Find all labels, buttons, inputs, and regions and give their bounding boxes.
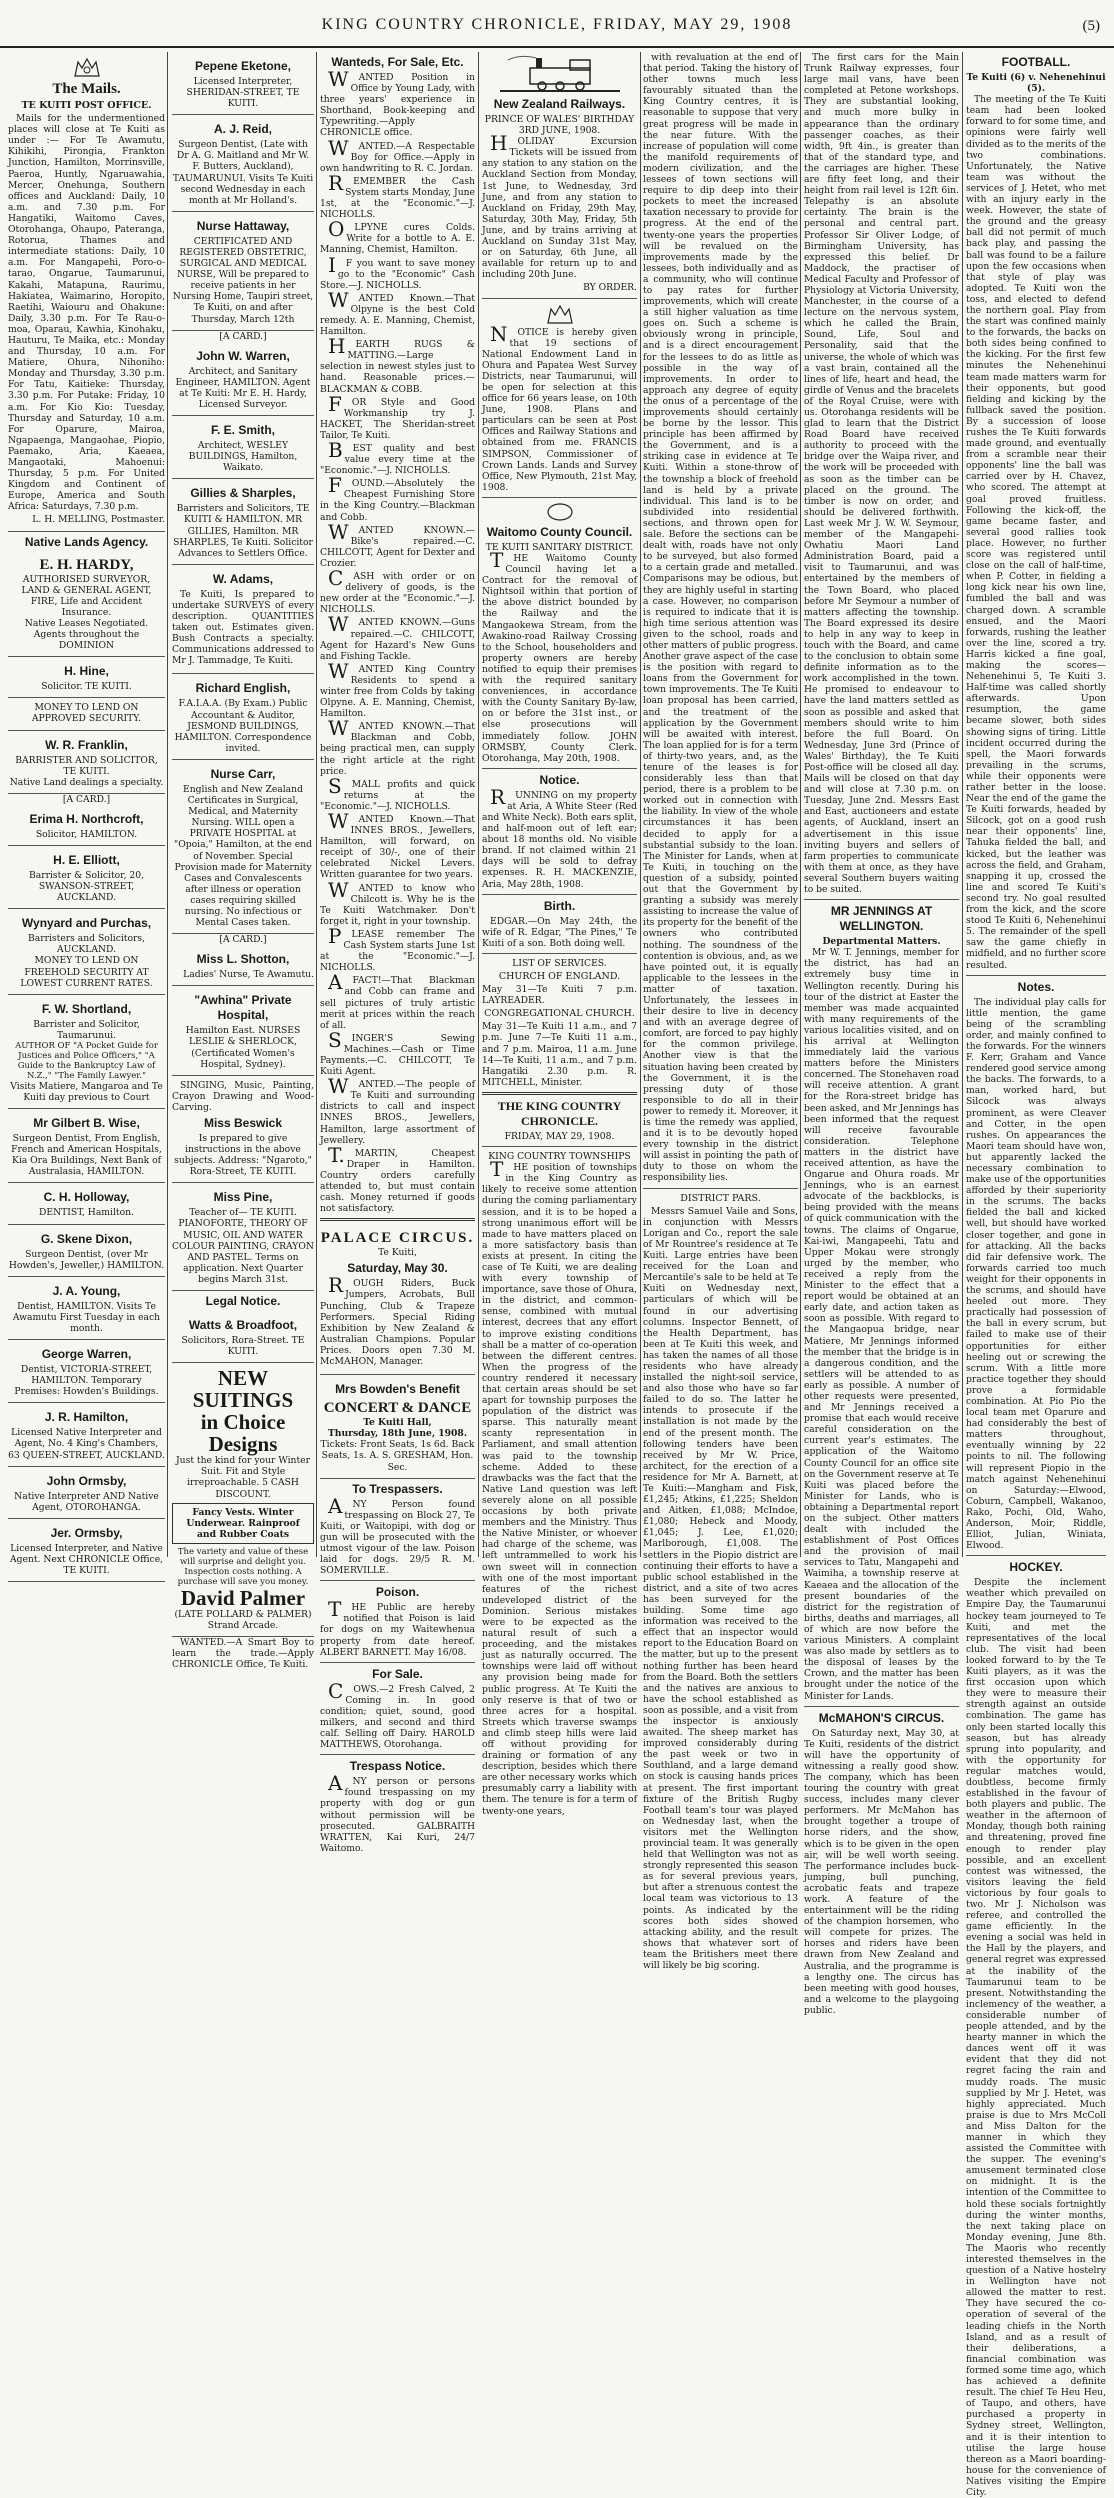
paper-date: FRIDAY, MAY 29, 1908. [504, 1130, 615, 1142]
wanteds-heading: Wanteds, For Sale, Etc. [331, 55, 464, 69]
beswick-ad [172, 1076, 314, 1184]
advertiser-name: Mr Gilbert B. Wise, [33, 1116, 140, 1131]
jwarren-ad [172, 342, 314, 416]
jennings-subtitle: Departmental Matters. [822, 936, 941, 948]
concert-subtitle: CONCERT & DANCE [323, 1400, 472, 1417]
concert-title: Mrs Bowden's Benefit [335, 1382, 460, 1397]
watts-ad [172, 1311, 314, 1363]
column-rule [962, 52, 963, 1557]
county-crest-icon [545, 502, 575, 522]
circus-body: ROUGH Riders, Buck Jumpers, Acrobats, Bull Punching, Club & Trapeze Performers. Special Riding Exhibition by New Zealand & Australian Champions. Popular Prices. Doors open 7.30 M. McMAHON, Manager. [320, 1273, 475, 1368]
birth-body: EDGAR.—On May 24th, the wife of R. Edgar, "The Pines," Te Kuiti of a son. Both doing well. [482, 915, 637, 949]
classified-item: WANTED.—A Respectable Boy for Office.—Apply in own handwriting to R. C. Jordan. [320, 135, 475, 174]
classified-item: WANTED KNOWN.—That Blackman and Cobb, being practical men, can supply the right article at the right price. [320, 716, 475, 777]
masthead-title: KING COUNTRY CHRONICLE, FRIDAY, MAY 29, 1908 [321, 16, 793, 33]
advertiser-desc: Native Interpreter AND Native Agent, OTOROHANGA. [14, 1490, 159, 1513]
advertiser-desc: Surgeon Dentist, (over Mr Howden's, Jeweller,) HAMILTON. [8, 1248, 165, 1271]
circus-ad [320, 1225, 475, 1375]
carr-ad [172, 760, 314, 934]
jennings-title: MR JENNINGS AT WELLINGTON. [830, 904, 933, 934]
advertiser-desc: MONEY TO LEND ON FREEHOLD SECURITY AT LOWEST CURRENT RATES. [20, 955, 153, 989]
classified-item: WANTED King Country Residents to spend a winter free from Colds by taking Olpyne. A. E. Manning, Chemist, Hamilton. [320, 658, 475, 720]
advertiser-name: A. J. Reid, [213, 122, 272, 137]
notes-title: Notes. [1017, 979, 1055, 994]
classified-item: WANTED.—The people of Te Kuiti and surrounding districts to call and inspect INNES BROS., Jewellers, Hamilton, large assortment of Jewellery. [320, 1074, 475, 1146]
birth-title: Birth. [543, 898, 576, 913]
jer-ormsby-ad [8, 1519, 165, 1582]
adams-ad [172, 565, 314, 675]
advertiser-desc: Teacher of— TE KUITI. PIANOFORTE, THEORY OF MUSIC, OIL AND WATER COLOUR PAINTING, CRAYON AND PASTEL. Terms on application. Next Quarter begins March 31st. [172, 1207, 314, 1285]
advertiser-desc: Solicitor, HAMILTON. [35, 828, 138, 840]
young-ad [8, 1277, 165, 1340]
native-lands-heading: Native Lands Agency. [24, 534, 149, 549]
advertiser-name: John Ormsby, [46, 1473, 127, 1488]
palmer-ad [172, 1363, 314, 1637]
wise-ad [8, 1109, 165, 1183]
classified-item: WANTED Known.—That INNES BROS., Jewellers, Hamilton, will forward, on receipt of 30/-, one of their celebrated Nickel Levers. Written guarantee for two years. [320, 809, 475, 881]
column-rule [167, 52, 168, 1557]
advertiser-name: Nurse Hattaway, [196, 218, 290, 233]
football-body: The meeting of the Te Kuiti team had been looked forward to for some time, and opinions were fairly well divided as to the merits of the two combinations. Unfortunately, the Native team was without the services of J. Hetet, who met with an injury early in the week. However, the state of the ground and the greasy ball did not permit of much back play, and passing the ball was found to be a failure upon the few occasions when that style of play was adopted. Te Kuiti won the toss, and elected to defend the northern goal. Play from the start was confined mainly to the forwards, the backs on both sides being confined to the kicking. For the first few minutes the Nehenehinui team made matters warm for their opponents, but good fielding and kicking by the fullback saved the position. By a succession of loose rushes the Te Kuiti forwards made ground, and eventually from a scramble near their opponents' line the ball was carried over by H. Chavez, who scored. The attempt at goal proved fruitless. Following the kick-off, the game became faster, and several good rallies took place. However, no further score was registered until close on the call of half-time, when P. Cotter, in fielding a long kick near his own line, fumbled the ball and was charged down. A scramble ensued, and the Maori forwards, rushing the leather over the line, scored a try. Harris kicked a fine goal, making the scores—Nehenehinui 5, Te Kuiti 3. Half-time was called shortly afterwards. Upon resumption, the game became slower, both sides showing signs of tiring. Little incident occurred during the spell, the Maori forwards prevailing in the scrums, while their opponents were rather better in the loose. Near the end of the game the Te Kuiti forwards, headed by Silcock, got on a good rush near their opponents' line, Tahuka fielded the ball, and kicked, but the leather was across the field, and Graham, snapping it up, crossed the line and scored Te Kuiti's second try. No goal resulted from the kick, and the score stood Te Kuiti 6, Nehenehinui 5. The remainder of the spell saw the game chiefly in midfield, and no further score resulted. [966, 94, 1106, 971]
advertiser-desc: F.A.I.A.A. (By Exam.) Public Accountant & Auditor, JESMOND BUILDINGS, HAMILTON. Correspondence invited. [174, 698, 312, 754]
advertiser-desc: Surgeon Dentist, (Late with Dr A. G. Maitland and Mr W. F. Butters, Auckland), TAUMARUNUI. Visits Te Kuiti second Wednesday in each month at Mr Holland's. [172, 139, 314, 206]
advertiser-desc: Barristers and Solicitors, TE KUITI & HAMILTON. MR GILLIES, Hamilton. MR SHARPLES, Te Kuiti. Solicitor Advances to Settlers Office. [173, 503, 313, 559]
classified-item: WANTED Position in Office by Young Lady, with three years' experience in Shorthand, Book-keeping and Typewriting.—Apply CHRONICLE office. [320, 67, 475, 139]
advertiser-desc: Native Land dealings a specialty. [9, 776, 164, 788]
smith-ad [172, 416, 314, 479]
concert-hall: Te Kuiti Hall, [363, 1417, 432, 1429]
advertiser-name: Miss Pine, [213, 1190, 273, 1205]
advertiser-desc: Is prepared to give instructions in the above subjects. Address: "Ngaroto," Rora-Street, TE KUITI. [174, 1133, 312, 1178]
classified-item: AFACT!—That Blackman and Cobb can frame and sell pictures of truly artistic merit at prices within the reach of all. [320, 970, 475, 1031]
advertiser-desc: Ladies' Nurse, Te Awamutu. [183, 969, 314, 981]
column-6 [804, 52, 959, 2016]
advertiser-name: E. H. HARDY, [39, 556, 134, 573]
advertiser-name: C. H. Holloway, [43, 1190, 130, 1205]
advertiser-desc: Licensed Interpreter, and Native Agent. Next CHRONICLE Office, TE KUITI. [9, 1542, 164, 1576]
football-title: FOOTBALL. [1001, 55, 1071, 69]
royal-crest-icon [545, 303, 575, 325]
palmer-name: David Palmer [180, 1585, 306, 1610]
advertiser-desc: English and New Zealand Certificates in Surgical, Medical, and Maternity Nursing. WILL open a PRIVATE HOSPITAL at "Opoia," Hamilton, at the end of November. Special Provision made for Maternity Cases and Convalescents after illness or operation cases requiring skilled nursing. No infectious or Mental Cases taken. [173, 783, 312, 929]
advertiser-name: J. R. Hamilton, [44, 1410, 129, 1425]
advertiser-name: W. R. Franklin, [45, 737, 128, 752]
services-title: LIST OF SERVICES. [512, 957, 607, 969]
advertiser-name: George Warren, [41, 1347, 132, 1362]
awhina-ad [172, 986, 314, 1075]
smart-boy-ad: WANTED.—A Smart Boy to learn the trade.—Apply CHRONICLE Office, Te Kuiti. [172, 1637, 314, 1671]
gillies-ad [172, 479, 314, 564]
classifieds-list [320, 67, 475, 1215]
franklin-ad [8, 731, 165, 794]
service-entry: May 31—Te Kuiti 7 p.m. LAYREADER. [482, 984, 637, 1007]
english-ad [172, 674, 314, 759]
suitings-desc: Just the kind for your Winter Suit. Fit and Style irreproachable. 5 CASH DISCOUNT. [176, 1455, 310, 1500]
elliott-ad [8, 846, 165, 909]
sale-body: COWS.—2 Fresh Calved, 2 Coming in. In good condition; quiet, sound, good milkers, and second and third calf. Selling off Dairy. HAROLD MATTHEWS, Otorohanga. [320, 1678, 475, 1751]
advertiser-desc: Dentist, HAMILTON. Visits Te Awamutu First Tuesday in each month. [12, 1300, 161, 1334]
jennings-body: Mr W. T. Jennings, member for the district, has had an extremely busy time in Wellington recently. During his tour of the district at Easter the member was made acquainted with many requirements of the various localities visited, and on his arrival at Wellington immediately laid the various matters before the Ministers concerned. The Stonehaven road will receive attention. A grant for the Rora-street bridge has been asked, and Mr Jennings has been informed that the request will receive favourable consideration. Telephone matters in the district have received attention, as have the Ongarue and Ohura roads. Mr Jennings, who is an earnest advocate of the backblocks, is being provided with the means of quick communication with the towns. The claims of Ongarue, Kai-iwi, Mangapeehi, Tatu and Upper Mokau were strongly urged by the member, who received a reply from the Minister to the effect that a report would be obtained at an early date, and action taken as soon as possible. With regard to the Mangaopua bridge, near Matiere, Mr Jennings informed the member that the bridge is in a dangerous condition, and the settlers will be attended to as early as possible. A number of other requests were presented, and Mr Jennings received a promise that each would receive careful consideration on the current year's estimates. The application of the Waitomo County Council for an office site on the Government reserve at Te Kuiti was placed before the Minister for Lands, who is obtaining a Departmental report on the subject. Other matters dealt with included the establishment of Post Offices and the provision of mail services to Tatu, Mangapehi and Waimiha, a township reserve at Kaeaea and the allocation of the present boundaries of the district for the registration of births, deaths and marriages, all of which are now before the various Ministers. A complaint was also made by settlers as to the disposal of leases by the Crown, and the matter has been brought under the notice of the Minister for Lands. [804, 947, 959, 1702]
advertiser-desc: Dentist, VICTORIA-STREET, HAMILTON. Temporary Premises: Howden's Buildings. [14, 1364, 159, 1398]
classified-item: SMALL profits and quick returns at the "Economic."—J. NICHOLLS. [320, 773, 475, 812]
post-office-heading: TE KUITI POST OFFICE. [21, 100, 152, 111]
hine-ad [8, 657, 165, 698]
advertiser-desc: Solicitors, Rora-Street. TE KUITI. [181, 1335, 305, 1358]
hockey-title: HOCKEY. [1009, 1560, 1063, 1575]
classified-item: IF you want to save money go to the "Economic" Cash Store.—J. NICHOLLS. [320, 252, 475, 291]
church-congregational: CONGREGATIONAL CHURCH. [484, 1008, 635, 1020]
church-england: CHURCH OF ENGLAND. [498, 971, 621, 982]
advertiser-name: F. W. Shortland, [41, 1001, 132, 1016]
advertiser-name: W. Adams, [212, 571, 274, 586]
pine-ad [172, 1183, 314, 1291]
ormsby-ad [8, 1467, 165, 1519]
editorial-continued: with revaluation at the end of that period. Taking the history of other towns much less favourably situated than the King Country centres, it is reasonable to suppose that very great progress will be made in the near future. With the increase of population will come the manifold requirements of modern civilization, and the lessees of town sections will require to dip deep into their pockets to meet the increased taxation necessary to provide for progress. At the end of the twenty-one years the properties will be revalued on the improvements made by the lessees, both individually and as a community, who will continue to pay rates for further improvements, which will create a still higher valuation as time goes on. Such a scheme is obviously wrong in principle, and is a direct encouragement for the lessees to do as little as possible in the way of improvements. In order to approach any degree of equity the onus of a percentage of the improvements should certainly be borne by the lessor. This principle has been affirmed by the Government, and is a striking case in evidence at Te Kuiti. Within a stone-throw of the township a block of freehold land is held by a private individual. This land is to be subdivided into residential sections, and thrown open for sale. Before the sections can be dealt with, roads have not only to be surveyed, but also formed to a certain grade and metalled. Comparisons may be odious, but they are highly useful in starting a case. However, no comparison is required to indicate that it is high time serious attention was given to the school, roads and other matters of public progress. Another grave aspect of the case is the position with regard to loans from the Government for town improvements. The Te Kuiti loan proposal has been carried, and the treatment of the application by the Government will be awaited with interest. The loan applied for is for a term of thirty-two years, and, as the tenure of the leases is for considerably less than that period, there is a problem to be worked out in connection with the liability. In view of the whole circumstances it has been decided to apply for a substantial subsidy to the loan. The Minister for Lands, when at Te Kuiti, in touching on the question of a subsidy, pointed out that the Government by granting a subsidy was merely assisting to increase the value of its property for the benefit of the owners who contributed nothing. The soundness of the contention is obvious, and, as we have pointed out, it is equally applicable to the lessees in the matter of taxation. Unfortunately, the lessees in their desire to live in decency and with an average degree of comfort, are forced to pay highly for the common privilege. Another view is that the situation having been created by the Government, it is the pressing duty of those responsible to do all in their power to remedy it. Moreover, it is time the remedy was applied, and it is to be devoutly hoped every township in the district will assist in pointing the path of duty to those on whom the responsibility lies. [643, 52, 798, 1184]
column-1 [8, 52, 165, 1576]
reid-ad [172, 115, 314, 212]
advertiser-desc: Native Leases Negotiated. Agents throughout the DOMINION [24, 617, 149, 652]
advertiser-name: "Awhina" Private Hospital, [194, 993, 292, 1023]
mails-body: Mails for the undermentioned places will close at Te Kuiti as under :— For Te Awamutu, Kihikihi, Pirongia, Frankton Junction, Hamilton, Morrinsville, Paeroa, Huntly, Ngaruawahia, Mercer, Onehunga, Southern offices and Auckland: Daily, 10 a.m. and 7.30 p.m. For Hangatiki, Waitomo Caves, Otorohanga, Ohaupo, Pateranga, Rotorua, Thames and intermediate stations: Daily, 10 a.m. For Mangapehi, Poro-o-tarao, Ongarue, Taumarunui, Kakahi, Matapuna, Raurimu, Hakiatea, Waimarino, Horopito, Raetihi, Waiouru and Ohakune: Daily, 3.30 p.m. For Te Rau-o-moa, Oparau, Kawhia, Kinohaku, Hauturu, Te Maika, etc.: Monday and Thursday, 10 a.m. For Matiere, Ohura, Nihoniho: Monday and Thursday, 3.30 p.m. For Tatu, Kaitieke: Thursday, 3.30 p.m. For Putake: Friday, 10 a.m. For Kio Kio: Tuesday, Thursday and Saturday, 10 a.m. For Oparure, Mairoa, Ngapaenga, Mangaohae, Piopio, Paemako, Aria, Kaeaea, Mangaotaki, Mahoenui: Thursday, 5 p.m. For United Kingdom and Continent of Europe, America and South Africa: Saturdays, 7.30 p.m. [8, 113, 165, 513]
advertiser-name: Wynyard and Purchas, [21, 916, 152, 931]
singing-line: SINGING, Music, Painting, Crayon Drawing and Wood-Carving. [172, 1079, 314, 1113]
classified-item: FOUND.—Absolutely the Cheapest Furnishing Store in the King Country.—Blackman and Cobb. [320, 473, 475, 523]
classified-item: CASH with order or on delivery of goods, is the new order at the "Economic."—J. NICHOLLS. [320, 566, 475, 616]
classified-item: REMEMBER the Cash System starts Monday, June 1st, at the "Economic."—J. NICHOLLS. [320, 170, 475, 221]
concert-body: Tickets: Front Seats, 1s 6d. Back Seats, 1s. A. S. GRESHAM, Hon. Sec. [320, 1439, 475, 1473]
classified-item: WANTED KNOWN.—Guns repaired.—C. CHILCOTT, Agent for Hazard's New Guns and Fishing Tackle. [320, 612, 475, 662]
classified-item: HEARTH RUGS & MATTING.—Large selection in newest styles just to hand. Reasonable prices.—BLACKMAN & COBB. [320, 334, 475, 395]
column-rule [478, 52, 479, 1557]
railways-body: HOLIDAY Excursion Tickets will be issued from any station to any station on the Auckland Section from Monday, 1st June, to Wednesday, 3rd June, and from any station to Auckland on Friday, 29th May, Saturday, 30th May, Friday, 5th June, and by trains arriving at Auckland on Sunday 31st May, or on Saturday, 6th June, all available for return up to and including 20th June. [482, 131, 637, 281]
advertiser-name: H. Hine, [64, 664, 109, 679]
money-lend-ad: MONEY TO LEND ON APPROVED SECURITY. [8, 698, 165, 730]
pars-body: Messrs Samuel Vaile and Sons, in conjunction with Messrs Lorigan and Co., report the sale of Mr Rountree's residence at Te Kuiti. Large entries have been received for the Loan and Mercantile's sale to be held at Te Kuiti on Wednesday next, particulars of which will be found in our advertising columns. Inspector Bennett, of the Health Department, has been at Te Kuiti this week, and has taken the names of all those residents who have already installed the night-soil service, and also those who have so far failed to do so. The latter he intends to prosecute if the installation is not made by the end of the present month. The following tenders have been received by Mr W. Price, architect, for the erection of a residence for Mr A. Barnett, at Te Kuiti:—Mangham and Fisk, £1,245; Atkins, £1,225; Sheldon and Aitken, £1,088; McIndoe, £1,080; Hebeck and Moody, £1,045; J. Lee, £1,020; Marlborough, £1,008. The settlers in the Piopio district are continuing their efforts to have a public school established in the district, and a site of two acres has been surveyed for the building. Some time ago information was received to the effect that an inspector would report to the Education Board on the matter, but up to the present nothing further has been heard from the Board. Both the settlers and the natives are anxious to have the school established as soon as possible, and a visit from the inspector is anxiously awaited. The sheep market has improved considerably during the past week or two in Southland, and a large demand on stock is causing hands prices at present. The first important fixture of the British Rugby Football team's tour was played on Wednesday last, when the visitors met the Wellington provincial team. It was generally held that Wellington was not as strongly represented this season as for several previous years, but after a strenuous contest the local team was victorious to 13 points. As indicated by the scores both sides showed attacking ability, and the result shows that whatever sort of team the Britishers meet there will likely be big scoring. [643, 1205, 798, 1972]
townships-title: KING COUNTRY TOWNSHIPS [488, 1151, 631, 1163]
shotton-ad [172, 945, 314, 986]
circus-place: Te Kuiti, [378, 1247, 417, 1259]
notice-body: RUNNING on my property at Aria, A White Steer (Red and White Neck). Both ears split, and half-moon out of left ear; about 18 months old. No visible brand. If not claimed within 21 days will be sold to defray expenses. R. H. MACKENZIE, Aria, May 28th, 1908. [482, 784, 637, 890]
townships-body: THE position of townships in the King Country as likely to receive some attention during the coming parliamentary session, and it is to be hoped a strong unanimous effort will be made to have matters placed on a more satisfactory basis than exists at present. In citing the case of Te Kuiti, we are dealing with every township of importance, save those of Ohura, in the district, and common-sense, combined with mutual interest, decrees that any effort to improve existing conditions shall be a matter of co-operation between the different centres. When the progress of the country rendered it necessary that certain areas should be set apart for township purposes the population of the district was sparse. This naturally meant scanty representation in Parliament, and small attention was paid to the township scheme. Added to these drawbacks was the fact that the Native Land question was left severely alone on all possible occasions by both private members and the Ministry. Thus the Native Minister, or whoever had charge of the scheme, was left untrammelled to work his own sweet will in connection with one of the most important features of the richest undeveloped district of the Dominion. Serious mistakes were to be expected as the natural result of such a proceeding, and the mistakes just as naturally occurred. The townships were laid off without any provision being made for public progress. At Te Kuiti the only reserve is that of two or three acres for a hospital. Streets which traverse swamps and climb steep hills were laid off without providing for draining or formation of any description, besides which there are other necessary works which presumably carry a liability with them. The tenure is for a term of twenty-one years, [482, 1157, 637, 1817]
advertiser-name: Nurse Carr, [210, 766, 276, 781]
mails-title: The Mails. [52, 81, 121, 97]
column-5 [643, 52, 798, 1972]
hockey-body: Despite the inclement weather which prevailed on Empire Day, the Taumarunui hockey team journeyed to Te Kuiti, and met the representatives of the local club. The visit had been looked forward to by the Te Kuiti players, as it was the first occasion upon which they were to measure their strength against an outside combination. The game has only been started locally this season, but has already sprung into popularity, and with the opportunity for regular matches would, doubtless, become firmly established in the favour of both players and public. The weather in the afternoon of Monday, though both raining and threatening, proved fine enough to render play possible, and an excellent contest was witnessed, the visitors leaving the field victorious by four goals to two. Mr J. Nicholson was referee, and controlled the game efficiently. In the evening a social was held in the Hall by the players, and general regret was expressed at the inability of the Taumarunui team to be present. Notwithstanding the inclemency of the weather, a considerable number of people attended, and by the hearty manner in which the dances went off it was evident that they did not regret facing the rain and muddy roads. The music supplied by Mr J. Hetet, was highly appreciated. Much praise is due to Mrs McColl and Miss Dalton for the manner in which they assisted the Committee with the supper. The evening's amusement terminated close on midnight. It is the intention of the Committee to hold these socials fortnightly during the winter months, the next taking place on Monday evening, June 8th. The Maoris who recently interested themselves in the question of a Native hostelry in Wellington have not allowed the matter to rest. They have secured the co-operation of several of the leading chiefs in the North Island, and as a result of their deliberations, a financial combination was formed some time ago, which has achieved a definite result. The chief Te Heu Heu, of Taupo, and others, have purchased a property in Sydney street, Wellington, and it is their intention to utilise the large house thereon as a Maori boarding-house for the convenience of Natives visiting the Empire City. [966, 1577, 1106, 2498]
sanitary-title: TE KUITI SANITARY DISTRICT. [485, 541, 634, 553]
advertiser-desc: Te Kuiti, Is prepared to undertake SURVEYS of every description. QUANTITIES taken out. Estimates given. Bush Contracts a specialty. Communications addressed to Mr J. Tammadge, Te Kuiti. [172, 588, 314, 667]
advertiser-name: Pepene Eketone, [194, 59, 292, 73]
railways-subtitle: PRINCE OF WALES' BIRTHDAY 3RD JUNE, 1908. [484, 114, 635, 137]
card-label: [A CARD.] [219, 330, 267, 342]
trespass2-body: ANY person or persons found trespassing on my property with dog or gun without permission will be prosecuted. GALBRAITH WRATTEN, Kai Kuri, 24/7 Waitomo. [320, 1771, 475, 1854]
advertiser-desc: DENTIST, Hamilton. [39, 1207, 134, 1219]
classified-item: T.MARTIN, Cheapest Draper in Hamilton. Country orders carefully attended to, but must contain cash. Money returned if goods not satisfactory. [320, 1142, 475, 1215]
advertiser-name: Gillies & Sharples, [190, 486, 296, 501]
advertiser-desc: AUTHOR OF "A Pocket Guide for Justices and Police Officers," "A Guide to the Bankruptcy Law of N.Z.," "The Family Lawyer." [15, 1040, 158, 1081]
concert-date: Thursday, 18th June, 1908. [327, 1428, 468, 1440]
column-rule [316, 52, 317, 1557]
advertiser-name: H. E. Elliott, [53, 852, 120, 867]
suitings-headline: NEW SUITINGS [192, 1366, 294, 1413]
advertiser-desc: CERTIFICATED AND REGISTERED OBSTETRIC, SURGICAL AND MEDICAL NURSE, Will be prepared to receive patients in her Nursing Home, Taupiri street, Te Kuiti, on and after Thursday, March 12th [172, 235, 314, 325]
sale-title: For Sale. [372, 1666, 423, 1681]
classified-item: WANTED KNOWN.—Bike's repaired.—C. CHILCOTT, Agent for Dexter and Crozier. [320, 519, 475, 569]
advertiser-desc: Barrister and Solicitor, Taumarunui. [33, 1018, 140, 1041]
trespass2-title: Trespass Notice. [349, 1759, 446, 1774]
advertiser-name: J. A. Young, [52, 1283, 121, 1298]
column-3 [320, 52, 475, 1854]
mails-notice [8, 52, 165, 532]
poison-body: THE Public are hereby notified that Poison is laid for dogs on my Waitewhenua property from date hereof. ALBERT BARNETT. May 16/08. [320, 1597, 475, 1658]
page-number: (5) [1082, 18, 1100, 34]
card-label: [A CARD.] [62, 793, 111, 805]
advertiser-name: G. Skene Dixon, [40, 1231, 133, 1246]
dixon-ad [8, 1225, 165, 1277]
classified-item: WANTED Known.—That Olpyne is the best Cold remedy. A. E. Manning, Chemist, Hamilton. [320, 287, 475, 338]
column-7 [966, 52, 1106, 2498]
circus-title: PALACE CIRCUS. [320, 1230, 475, 1247]
advertiser-name: Erima H. Northcroft, [29, 811, 144, 826]
circus-date: Saturday, May 30. [347, 1261, 448, 1276]
advertiser-desc: Visits Matiere, Mangaroa and Te Kuiti day previous to Court [10, 1080, 163, 1103]
legal-notice-heading: Legal Notice. [205, 1294, 281, 1309]
advertiser-name: F. E. Smith, [210, 423, 275, 438]
mcmahon-circus-body: On Saturday next, May 30, at Te Kuiti, residents of the district will have the opportunity of witnessing a really good show. The company, which has been touring the country with great success, includes many clever performers. Mr McMahon has brought together a troupe of horse riders, and the show, which is to be given in the open air, will be well worth seeing. The performance includes buck-jumping, bull punching, acrobatic feats and trapeze work. A feature of the entertainment will be the riding of the champion horsemen, who will compete for prizes. The horses and riders have been drawn from New Zealand and Australia, and the programme is a lengthy one. The circus has been meeting with good houses, and a welcome to the playgoing public. [804, 1727, 959, 2016]
lands-notice-body: NOTICE is hereby given that 19 sections of National Endowment Land in Ohura and Papatea West Survey Districts, near Taumarunui, will be open for selection at this office for 66 years lease, on 10th June, 1908. Plans and particulars can be seen at Post Offices and Railway Stations and obtained from me. FRANCIS SIMPSON, Commissioner of Crown Lands. Lands and Survey Office, New Plymouth, 21st May, 1908. [482, 321, 637, 493]
column-rule [800, 52, 801, 1557]
advertiser-name: Watts & Broadfoot, [188, 1318, 298, 1333]
northcroft-ad [8, 805, 165, 846]
column-4 [482, 52, 637, 1817]
classified-item: PLEASE remember The Cash System starts June 1st at the "Economic."—J. NICHOLLS. [320, 923, 475, 974]
advertiser-name: Richard English, [195, 681, 291, 696]
classified-item: WANTED to know who Chilcott is. Why he is the Te Kuiti Watchmaker. Don't forget it, right in your township. [320, 877, 475, 927]
pars-title: DISTRICT PARS. [680, 1192, 761, 1204]
hamilton-ad [8, 1403, 165, 1466]
poison-title: Poison. [375, 1585, 420, 1600]
column-2 [172, 52, 314, 1671]
football-match: Te Kuiti (6) v. Nehenehinui (5). [966, 72, 1106, 95]
classified-item: SINGER'S Sewing Machines.—Cash or Time Payments.—C. CHILCOTT, Te Kuiti Agent. [320, 1027, 475, 1078]
sanitary-body: THE Waitomo County Council having let a Contract for the removal of Nightsoil within that portion of the above district bounded by the Railway and the Mangaokewa Stream, from the Awakino-road Railway Crossing to the School, householders and property owners are hereby notified to equip their premises with the required sanitary conveniences, in accordance with the County Sanitary By-law, on or before the 31st inst., or else prosecutions will immediately follow. JOHN ORMSBY, County Clerk. Otorohanga, May 20th, 1908. [482, 548, 637, 764]
advertiser-desc: BARRISTER AND SOLICITOR, TE KUITI. [15, 754, 158, 777]
shortland-ad [8, 995, 165, 1109]
council-title: Waitomo County Council. [486, 524, 633, 539]
wynyard-ad [8, 909, 165, 994]
hattaway-ad [172, 212, 314, 331]
advertiser-desc: AUTHORISED SURVEYOR, LAND & GENERAL AGENT, FIRE, Life and Accident Insurance. [21, 573, 152, 618]
classified-item: BEST quality and best value every time at the "Economic."—J. NICHOLLS. [320, 438, 475, 477]
advertiser-desc: Hamilton East. NURSES LESLIE & SHERLOCK, (Certificated Women's Hospital, Sydney). [185, 1025, 301, 1070]
advertiser-name: Jer. Ormsby, [50, 1525, 123, 1540]
variety-line: The variety and value of these will surprise and delight you. Inspection costs nothing. A purchase will save you money. [177, 1546, 309, 1587]
trespass-title: To Trespassers. [352, 1481, 443, 1496]
concert-ad [320, 1375, 475, 1478]
mcmahon-circus-title: McMAHON'S CIRCUS. [818, 1710, 945, 1725]
postmaster-signature: L. H. MELLING, Postmaster. [32, 514, 165, 526]
railways-order: BY ORDER. [583, 282, 637, 294]
news-items: The first cars for the Main Trunk Railway expresses, four large mail vans, have been completed at Petone workshops. They are substantial looking, and much more bulky in appearance than the ordinary passenger coaches, as their width, 9ft 4in., is greater than that of the standard type, and the carriages are higher. These are fifty feet long, and their height from rail level is 12ft 6in. Telepathy is an absolute certainty. The brain is the personal and central part. Professor Sir Oliver Lodge, of Birmingham University, has expressed this belief. Dr Maddock, the practiser of Medical Faculty and Professor of Physiology at Victoria University, Manchester, in the course of a lecture on the nervous system, which he called the Brain, Sound, Life, Soul and Personality, said that the universe, the whole of which was a vast brain, contained all the lines of life, heart and head, the girdle of Venus and the bracelets of the Royal Cruise, were with us. Otorohanga residents will be glad to learn that the District Road Board have received authority to proceed with the bridge over the Waipa river, and the work will be proceeded with as soon as the timber can be placed on the ground. The timber is now on order, and should be delivered forthwith. Last week Mr J. W. W. Seymour, member of the Mangapehi-Owhatiu Maori Land Administration Board, paid a visit to Taumarunui, and was entertained by the members of the Town Board, who placed before Mr Seymour a number of matters affecting the township. The Board expressed its desire to help in any way to keep in touch with the Board, and came to the conclusion to obtain some definite information as to the work accomplished in the town. He promised to endeavour to have the land matters settled as soon as possible and asked that members should write to him before the full Board. On Wednesday, June 3rd (Prince of Wales' Birthday), the Te Kuiti Post-office will be closed all day. Mails will be closed on that day and will close at 7.30 p.m. on Tuesday, June 2nd. Messrs East and East, auctioneers and estate agents, of Auckland, insert an advertisement in this issue inviting buyers and sellers of farm properties to communicate with them at once, as they have several Southern buyers waiting to be suited. [804, 52, 959, 896]
advertiser-desc: Barristers and Solicitors, AUCKLAND. [27, 933, 146, 956]
railways-title: New Zealand Railways. [493, 97, 626, 111]
column-rule [640, 52, 641, 1557]
eketone-ad [172, 52, 314, 115]
advertiser-desc: Licensed Interpreter, SHERIDAN-STREET, TE KUITI. [186, 76, 300, 110]
advertiser-desc: Barrister & Solicitor, 20, SWANSON-STREET, AUCKLAND. [28, 869, 145, 904]
advertiser-desc: Solicitor. TE KUITI. [41, 681, 132, 693]
palmer-desc: (LATE POLLARD & PALMER) Strand Arcade. [174, 1608, 312, 1631]
hardy-ad [8, 552, 165, 658]
advertiser-name: John W. Warren, [196, 348, 290, 363]
advertiser-desc: Architect, WESLEY BUILDINGS, Hamilton, Waikato. [188, 440, 298, 474]
advertiser-name: Miss L. Shotton, [196, 952, 290, 967]
trespass-body: ANY Person found trespassing on Block 27, Te Kuiti, or Waitopipi, with dog or gun will be prosecuted with the utmost vigour of the law. Poison laid for dogs. 29/5 R. M. SOMERVILLE. [320, 1493, 475, 1577]
notes-body: The individual play calls for little mention, the game being of the scrambling order, and mainly confined to the forwards. For the winners F. Kerr, Graham and Vance rendered good service among the backs. The forwards, to a man, worked hard, but Silcock was always prominent, as were Cleaver and Cotter, in the open rushes. On appearances the Maori team should have won, but apparently lacked the necessary combination to make use of the opportunities afforded by their superiority in the scrums. The backs fielded the ball and kicked well, but should have worked closer together, and gone in for attacking. All the backs did fair defensive work. The forwards carried too much weight for their opponents in the scrums, and should have heeled out more. They practically had possession of the ball in every scrum, but failed to make use of their opportunities for either heeling out or screwing the scrum. With a little more practice together they should prove a formidable combination. At Pio Pio the local team met Oparure and had considerably the best of matters throughout, eventually winning by 22 points to nil. The following will represent Piopio in the match against Nehenehinui on Saturday:—Elwood, Coburn, Campbell, Wakanoo, Rako, Pochi, Old, Waho, Anderson, Moir, Riddle, Elliot, Julian, Winiata, Elwood. [966, 996, 1106, 1552]
classified-item: OLPYNE cures Colds. Write for a bottle to A. E. Manning, Chemist, Hamilton. [320, 217, 475, 256]
fancy-vests: Fancy Vests. Winter Underwear. Rainproof and Rubber Coats [172, 1503, 314, 1544]
service-entry: May 31—Te Kuiti 11 a.m., and 7 p.m. June 7—Te Kuiti 11 a.m., and 7 p.m. Mairoa, 11 a.m. June 14—Te Kuiti, 11 a.m., and 7 p.m. Hangatiki 2.30 p.m. R. MITCHELL, Minister. [482, 1021, 637, 1088]
holloway-ad [8, 1183, 165, 1224]
paper-title: THE KING COUNTRY CHRONICLE. [497, 1098, 622, 1128]
advertiser-name: Miss Beswick [203, 1116, 283, 1130]
advertiser-desc: Licensed Native Interpreter and Agent, No. 4 King's Chambers, 63 QUEEN-STREET, AUCKLAND. [8, 1427, 165, 1461]
suitings-headline: in Choice Designs [200, 1410, 286, 1457]
advertiser-desc: Surgeon Dentist, From English, French and American Hospitals, Kia Ora Buildings, Next Bank of Australasia, HAMILTON. [11, 1133, 162, 1178]
notice-title: Notice. [539, 772, 580, 787]
masthead [0, 14, 1114, 48]
royal-crest-icon [72, 56, 102, 78]
advertiser-desc: Architect, and Sanitary Engineer, HAMILTON. Agent at Te Kuiti: Mr E. H. Hardy, Licensed Surveyor. [175, 365, 311, 410]
card-label: [A CARD.] [219, 934, 267, 946]
warren-ad [8, 1340, 165, 1403]
locomotive-icon [500, 54, 620, 94]
classified-item: FOR Style and Good Workmanship try J. HACKET, The Sheridan-street Tailor, Te Kuiti. [320, 391, 475, 441]
